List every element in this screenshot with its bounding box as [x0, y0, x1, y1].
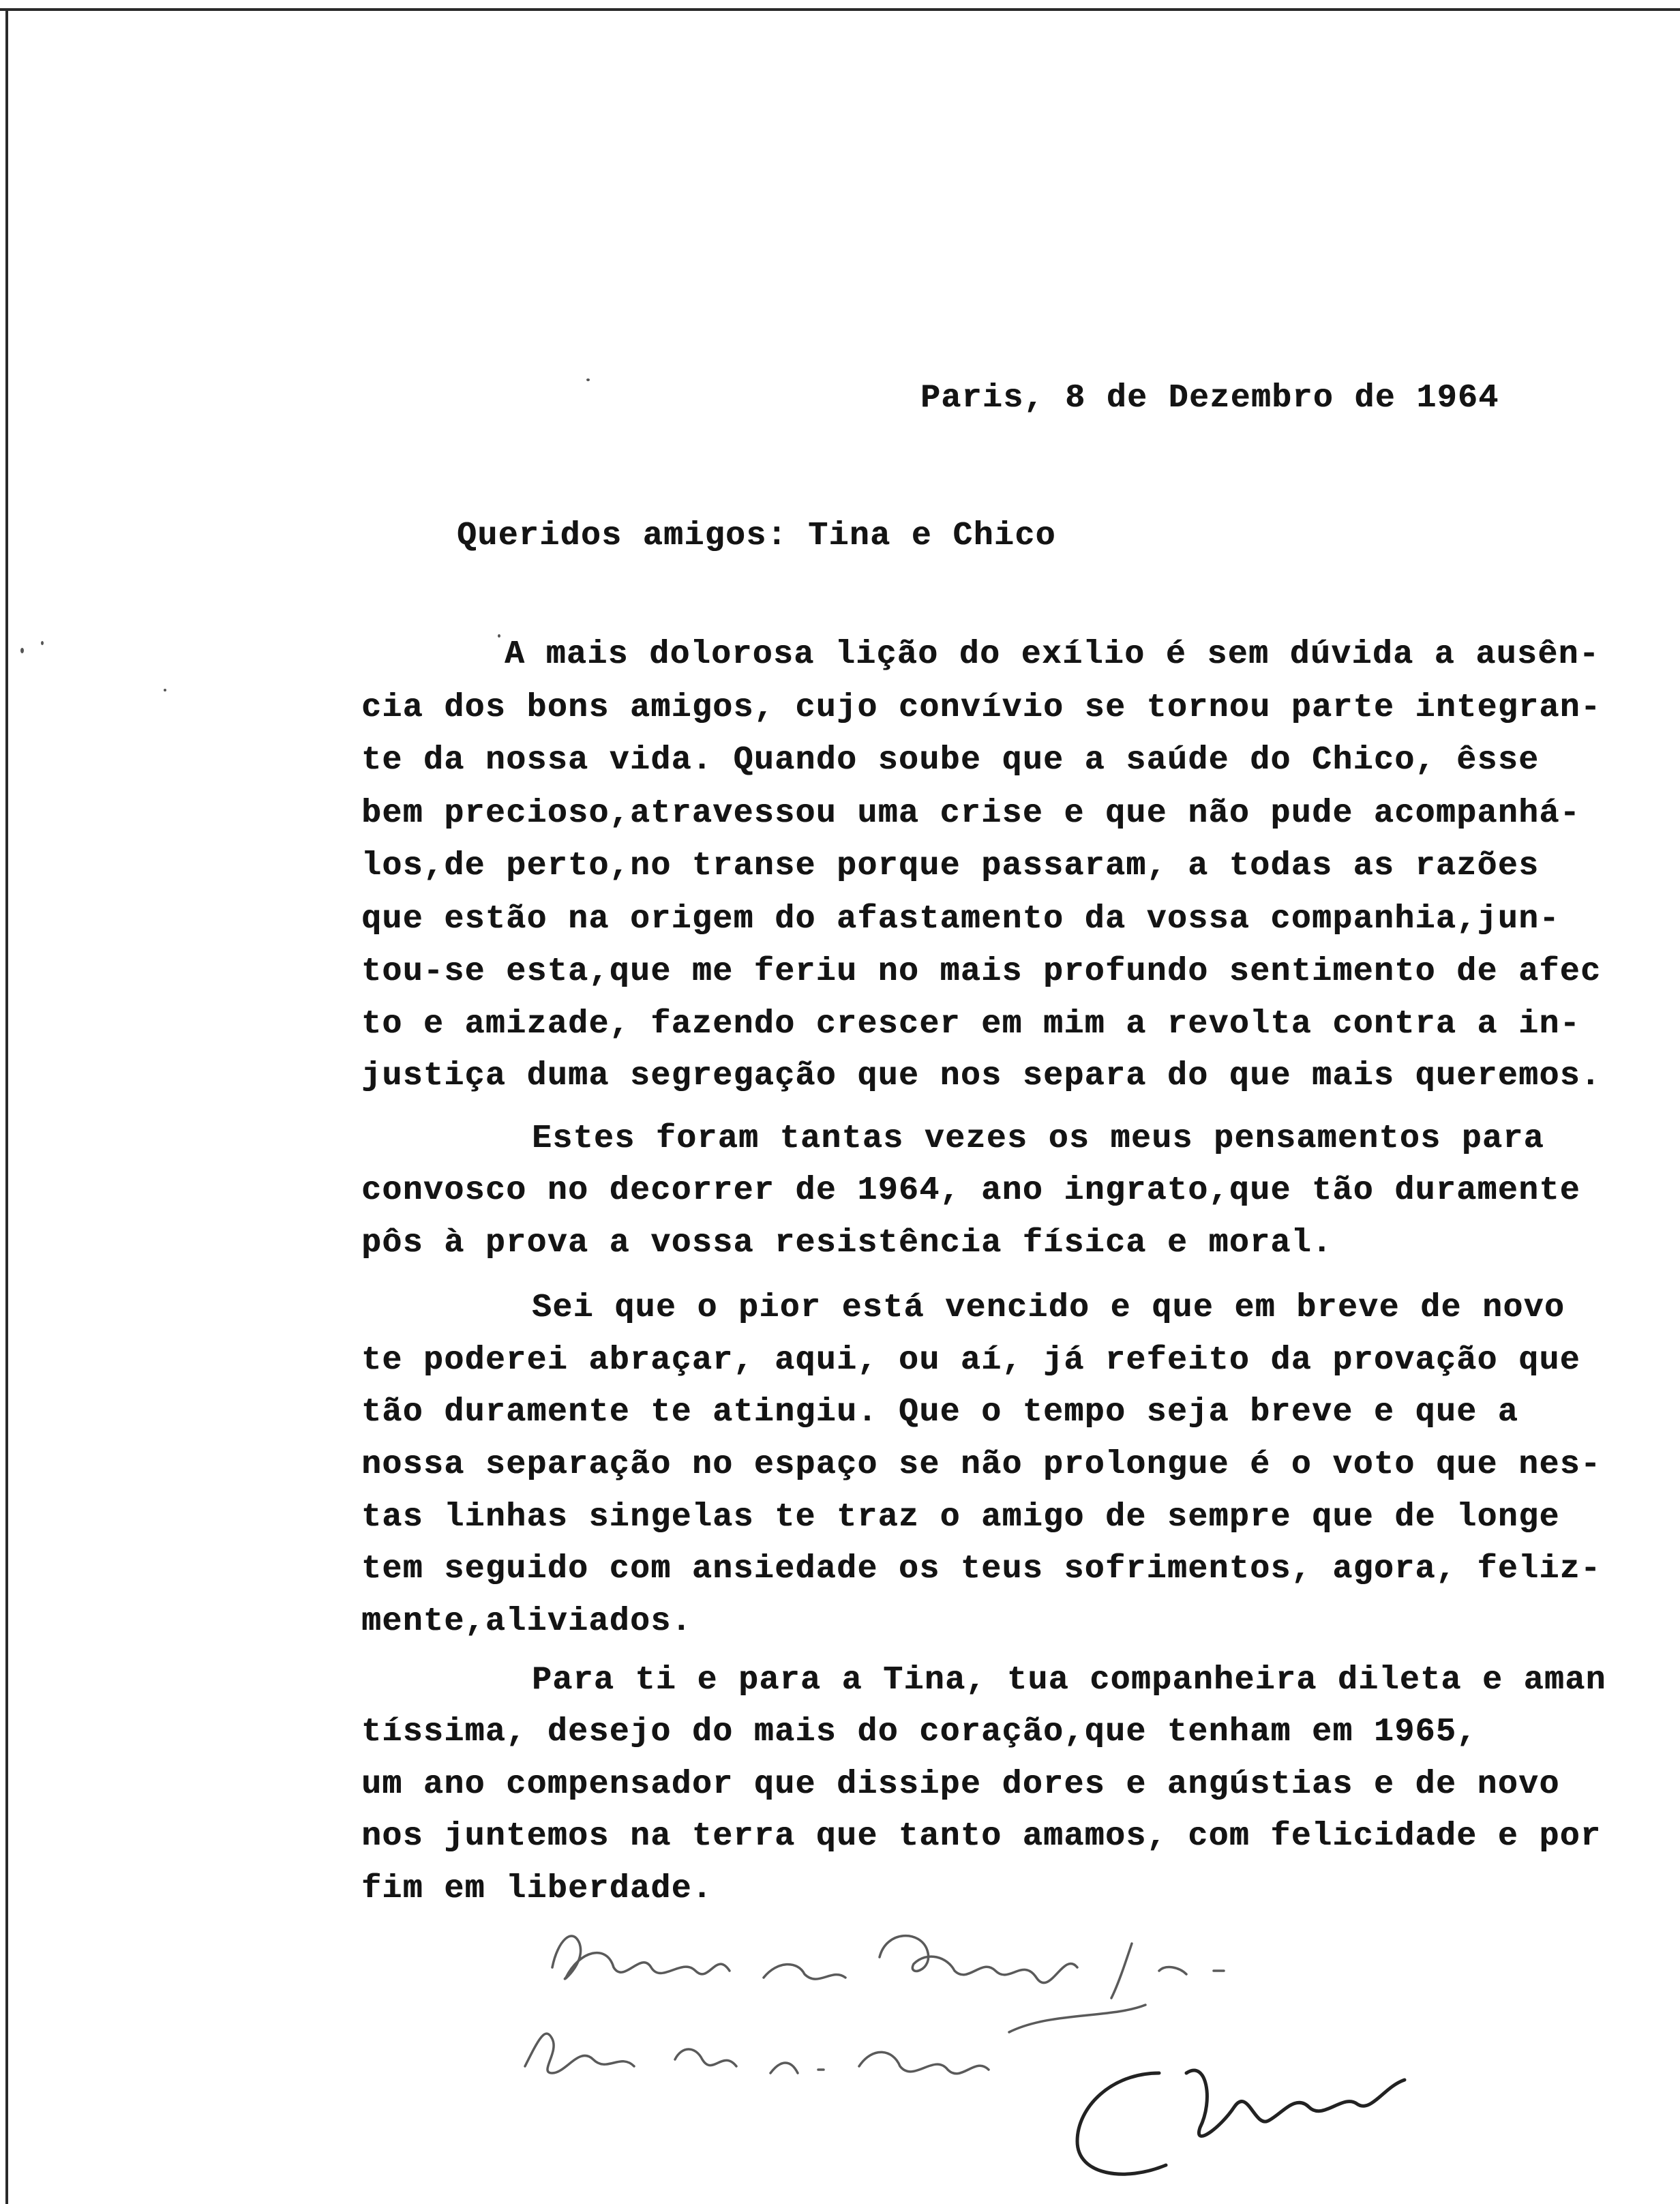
- letter-line: cia dos bons amigos, cujo convívio se tornou parte integran-: [361, 689, 1602, 726]
- letter-line: tas linhas singelas te traz o amigo de sempre que de longe: [361, 1499, 1560, 1536]
- scan-speck: [498, 634, 500, 638]
- letter-line: um ano compensador que dissipe dores e angústias e de novo: [361, 1766, 1560, 1803]
- letter-line: tou-se esta,que me feriu no mais profundo sentimento de afec: [361, 953, 1602, 990]
- scan-speck: [164, 689, 166, 691]
- page-top-border: [0, 8, 1680, 11]
- letter-line: Para ti e para a Tina, tua companheira dileta e aman: [532, 1662, 1606, 1699]
- letter-line: to e amizade, fazendo crescer em mim a revolta contra a in-: [361, 1006, 1580, 1043]
- handwritten-signature: [477, 1903, 1636, 2203]
- letter-line: los,de perto,no transe porque passaram, a todas as razões: [361, 848, 1540, 884]
- letter-line: mente,aliviados.: [361, 1603, 692, 1640]
- letter-line: tíssima, desejo do mais do coração,que tenham em 1965,: [361, 1714, 1478, 1751]
- letter-line: Sei que o pior está vencido e que em breve de novo: [532, 1290, 1565, 1326]
- letter-line: justiça duma segregação que nos separa do que mais queremos.: [361, 1058, 1602, 1094]
- letter-line: te poderei abraçar, aqui, ou aí, já refeito da provação que: [361, 1342, 1580, 1379]
- letter-line: bem precioso,atravessou uma crise e que não pude acompanhá-: [361, 795, 1580, 832]
- letter-line: que estão na origem do afastamento da vossa companhia,jun-: [361, 901, 1560, 938]
- scan-speck: [20, 648, 24, 653]
- scan-speck: [41, 641, 44, 645]
- letter-line: A mais dolorosa lição do exílio é sem dúvida a ausên-: [505, 636, 1600, 673]
- letter-line: nossa separação no espaço se não prolongue é o voto que nes-: [361, 1446, 1602, 1483]
- letter-line: tão duramente te atingiu. Que o tempo seja breve e que a: [361, 1394, 1519, 1431]
- letter-line: te da nossa vida. Quando soube que a saúde do Chico, êsse: [361, 742, 1540, 779]
- scan-speck: [586, 378, 590, 381]
- dateline: Paris, 8 de Dezembro de 1964: [920, 380, 1499, 417]
- letter-line: fim em liberdade.: [361, 1871, 713, 1907]
- letter-line: tem seguido com ansiedade os teus sofrimentos, agora, feliz-: [361, 1551, 1602, 1588]
- letter-line: Estes foram tantas vezes os meus pensamentos para: [532, 1120, 1544, 1157]
- letter-line: pôs à prova a vossa resistência física e moral.: [361, 1225, 1333, 1262]
- letter-line: nos juntemos na terra que tanto amamos, com felicidade e por: [361, 1818, 1602, 1855]
- salutation: Queridos amigos: Tina e Chico: [457, 518, 1056, 554]
- page-left-border: [5, 8, 8, 2204]
- letter-line: convosco no decorrer de 1964, ano ingrato,que tão duramente: [361, 1172, 1580, 1209]
